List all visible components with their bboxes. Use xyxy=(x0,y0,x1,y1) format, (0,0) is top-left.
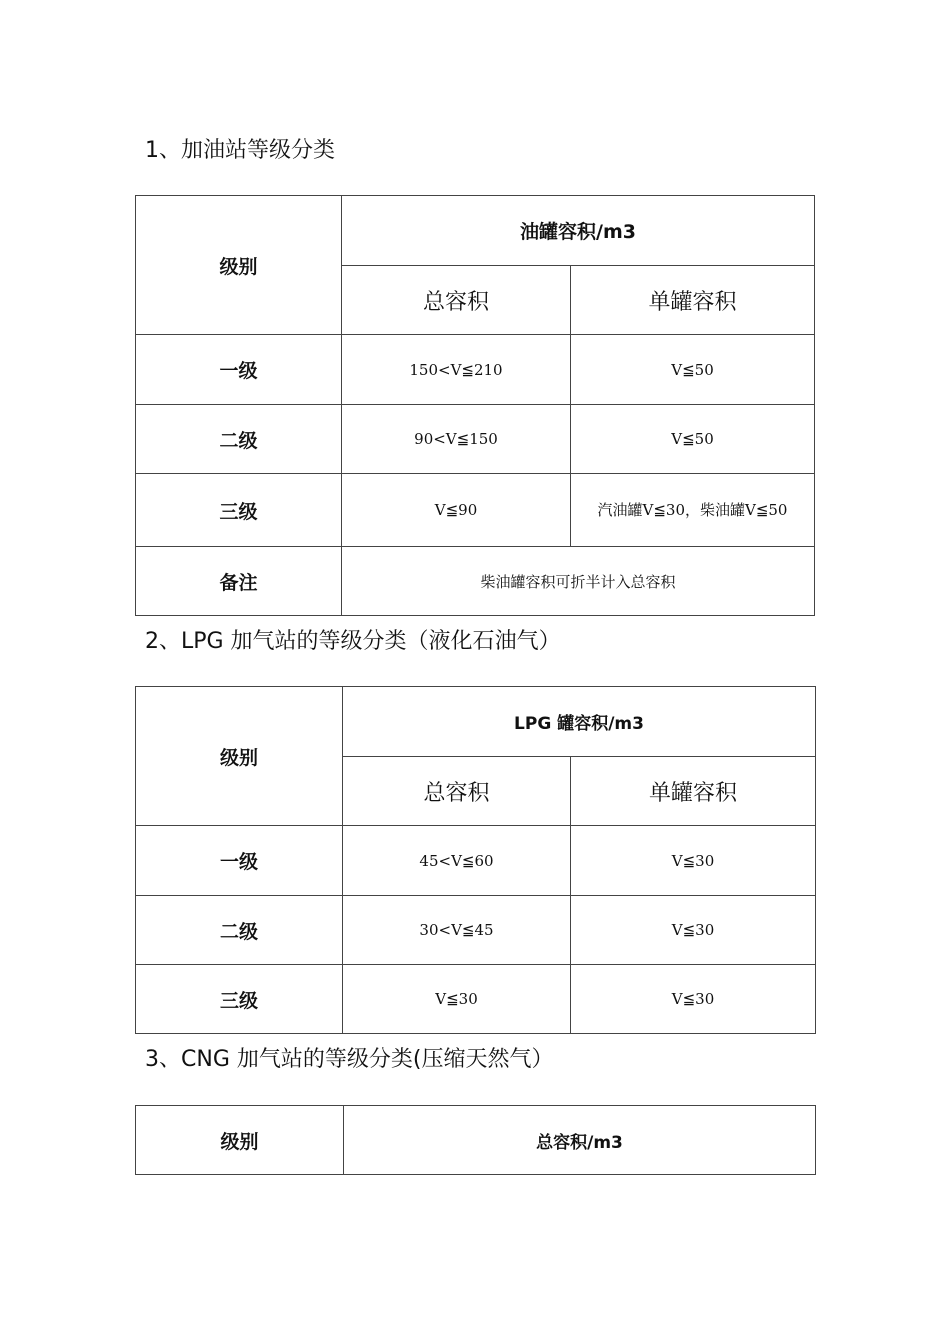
header-grade: 级别 xyxy=(136,196,342,335)
header-total-capacity: 总容积/m3 xyxy=(344,1106,816,1175)
row-total: 90<V≦150 xyxy=(342,405,571,474)
lpg-station-grade-table xyxy=(135,686,816,1034)
row-total: V≦90 xyxy=(342,474,571,547)
row-total: 45<V≦60 xyxy=(343,826,571,896)
header-single-capacity: 单罐容积 xyxy=(571,266,815,335)
row-grade: 三级 xyxy=(136,965,343,1034)
row-total: V≦30 xyxy=(343,965,571,1034)
table-row xyxy=(136,826,816,896)
cng-station-grade-table xyxy=(135,1105,816,1175)
header-capacity-group: 油罐容积/m3 xyxy=(342,196,815,266)
table-row xyxy=(136,335,815,405)
row-single: 汽油罐V≦30，柴油罐V≦50 xyxy=(571,474,815,547)
row-grade: 二级 xyxy=(136,405,342,474)
note-label: 备注 xyxy=(136,547,342,616)
row-single: V≦50 xyxy=(571,335,815,405)
table-row xyxy=(136,474,815,547)
header-grade: 级别 xyxy=(136,687,343,826)
row-single: V≦30 xyxy=(571,826,816,896)
row-single: V≦30 xyxy=(571,896,816,965)
row-grade: 一级 xyxy=(136,826,343,896)
table-row xyxy=(136,896,816,965)
row-single: V≦50 xyxy=(571,405,815,474)
table-row xyxy=(136,405,815,474)
row-grade: 一级 xyxy=(136,335,342,405)
header-single-capacity: 单罐容积 xyxy=(571,757,816,826)
note-text: 柴油罐容积可折半计入总容积 xyxy=(342,547,815,616)
row-total: 150<V≦210 xyxy=(342,335,571,405)
header-total-capacity: 总容积 xyxy=(343,757,571,826)
row-grade: 三级 xyxy=(136,474,342,547)
note-row xyxy=(136,547,815,616)
gas-station-grade-table xyxy=(135,195,815,616)
row-total: 30<V≦45 xyxy=(343,896,571,965)
table-row xyxy=(136,965,816,1034)
row-single: V≦30 xyxy=(571,965,816,1034)
section1-title: 1、加油站等级分类 xyxy=(145,138,335,163)
section2-title: 2、LPG 加气站的等级分类（液化石油气） xyxy=(145,629,561,654)
header-total-capacity: 总容积 xyxy=(342,266,571,335)
header-capacity-group: LPG 罐容积/m3 xyxy=(343,687,816,757)
row-grade: 二级 xyxy=(136,896,343,965)
section3-title: 3、CNG 加气站的等级分类(压缩天然气） xyxy=(145,1047,554,1072)
header-grade: 级别 xyxy=(136,1106,344,1175)
